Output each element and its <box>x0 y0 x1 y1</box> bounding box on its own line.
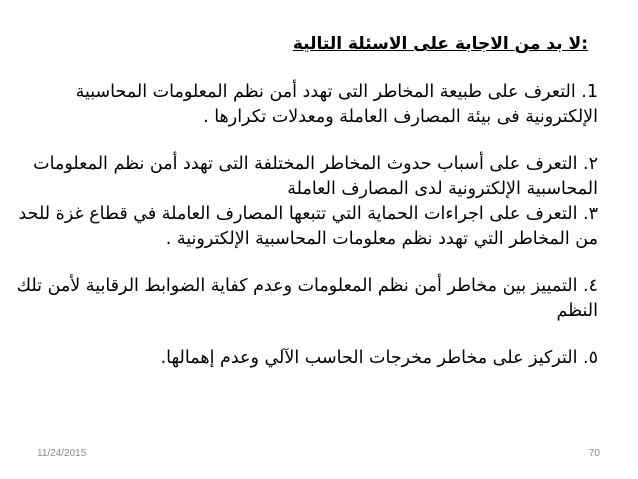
list-item <box>20 152 598 202</box>
list-item-line: الإلكترونية فى بيئة المصارف العاملة ومعدلات تكرارها . <box>203 107 598 127</box>
list-item-line: ٣. التعرف على اجراءات الحماية التي تتبعها المصارف العاملة في قطاع غزة للحد <box>18 204 598 224</box>
list-item-line: ٥. التركيز على مخاطر مخرجات الحاسب الآلي وعدم إهمالها. <box>160 348 598 368</box>
list-item <box>20 80 598 130</box>
list-item <box>20 346 598 371</box>
list-item-line: من المخاطر التي تهدد نظم معلومات المحاسبية الإلكترونية . <box>165 229 598 249</box>
list-item-line: 1. التعرف على طبيعة المخاطر التى تهدد أمن نظم المعلومات المحاسبية <box>75 82 598 102</box>
page-number: 70 <box>588 448 600 459</box>
list-item-line: النظم <box>556 301 598 321</box>
list-item-line: ٢. التعرف على أسباب حدوث المخاطر المختلفة التى تهدد أمن نظم المعلومات <box>33 154 598 174</box>
list-item <box>16 274 598 324</box>
slide-heading: :لا بد من الاجابة على الاسئلة التالية <box>292 34 588 54</box>
list-item-line: المحاسبية الإلكترونية لدى المصارف العاملة <box>287 179 598 199</box>
list-item <box>20 202 598 252</box>
footer-date: 11/24/2015 <box>37 448 87 459</box>
question-list <box>16 80 598 371</box>
list-item-line: ٤. التمييز بين مخاطر أمن نظم المعلومات وعدم كفاية الضوابط الرقابية لأمن تلك <box>16 276 598 296</box>
